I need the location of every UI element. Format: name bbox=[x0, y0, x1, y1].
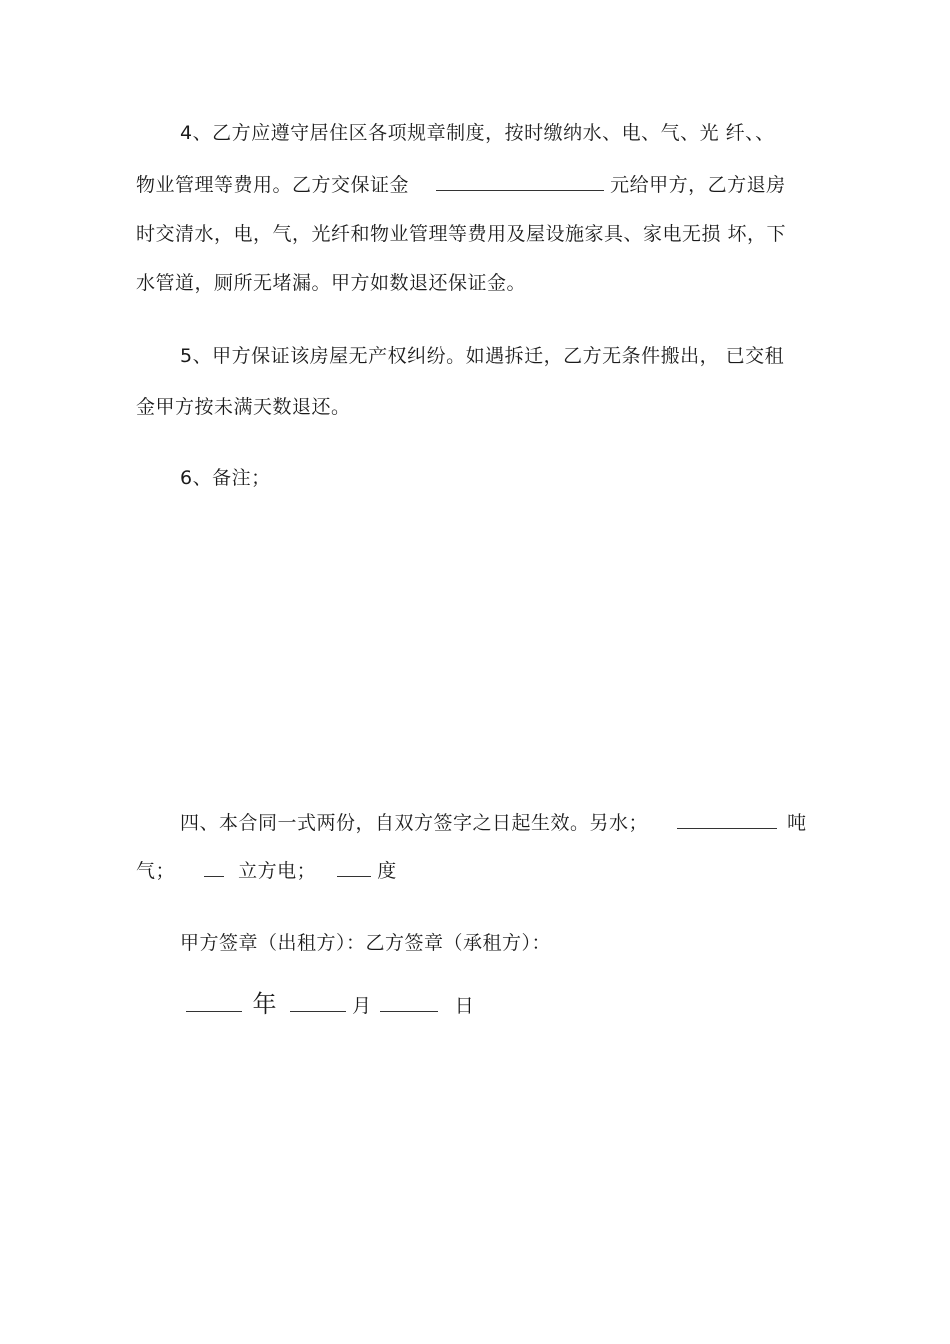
clause5-line2 bbox=[136, 392, 351, 419]
clause4-line1 bbox=[180, 118, 775, 145]
clause4-line2-text-b: 元给甲方，乙方退房 bbox=[610, 174, 786, 196]
signature-line bbox=[180, 928, 551, 955]
gas-blank bbox=[204, 875, 224, 877]
day-label: 日 bbox=[454, 995, 475, 1017]
clause4-line2-text-a: 物业管理等费用。乙方交保证金 bbox=[136, 174, 410, 196]
section4-line2 bbox=[136, 856, 397, 883]
clause4-line3-text: 时交清水，电，气，光纤和物业管理等费用及屋设施家具、家电无损 坏，下 bbox=[136, 223, 787, 245]
year-blank bbox=[186, 1010, 242, 1012]
section4-line2-text-b: 立方电； bbox=[238, 860, 317, 882]
electricity-blank bbox=[337, 875, 371, 877]
signature-text: 甲方签章（出租方）：乙方签章（承租方）： bbox=[180, 932, 552, 954]
month-blank bbox=[290, 1010, 346, 1012]
clause4-line4-text: 水管道，厕所无堵漏。甲方如数退还保证金。 bbox=[136, 272, 527, 294]
clause6-line1 bbox=[180, 463, 271, 490]
deposit-blank bbox=[436, 189, 604, 191]
section4-line1 bbox=[180, 808, 807, 835]
clause4-line1-text: 4、乙方应遵守居住区各项规章制度，按时缴纳水、电、气、光 纤、、 bbox=[180, 122, 775, 144]
clause5-line1 bbox=[180, 341, 784, 368]
clause5-line1-text: 5、甲方保证该房屋无产权纠纷。如遇拆迁，乙方无条件搬出， 已交租 bbox=[180, 345, 785, 367]
month-label: 月 bbox=[352, 995, 372, 1017]
date-line bbox=[186, 984, 474, 1019]
clause6-remarks: 6、备注； bbox=[180, 467, 271, 489]
water-blank bbox=[677, 827, 777, 829]
section4-line1-text-b: 吨 bbox=[787, 812, 807, 834]
year-label: 年 bbox=[252, 990, 278, 1018]
clause4-line2 bbox=[136, 170, 786, 197]
day-blank bbox=[380, 1010, 438, 1012]
section4-line1-text-a: 四、本合同一式两份，自双方签字之日起生效。另水； bbox=[180, 812, 649, 834]
section4-line2-text-c: 度 bbox=[377, 860, 397, 882]
clause5-line2-text: 金甲方按未满天数退还。 bbox=[136, 396, 351, 418]
clause4-line4 bbox=[136, 268, 526, 295]
clause4-line3 bbox=[136, 219, 786, 246]
section4-line2-text-a: 气； bbox=[136, 860, 176, 882]
